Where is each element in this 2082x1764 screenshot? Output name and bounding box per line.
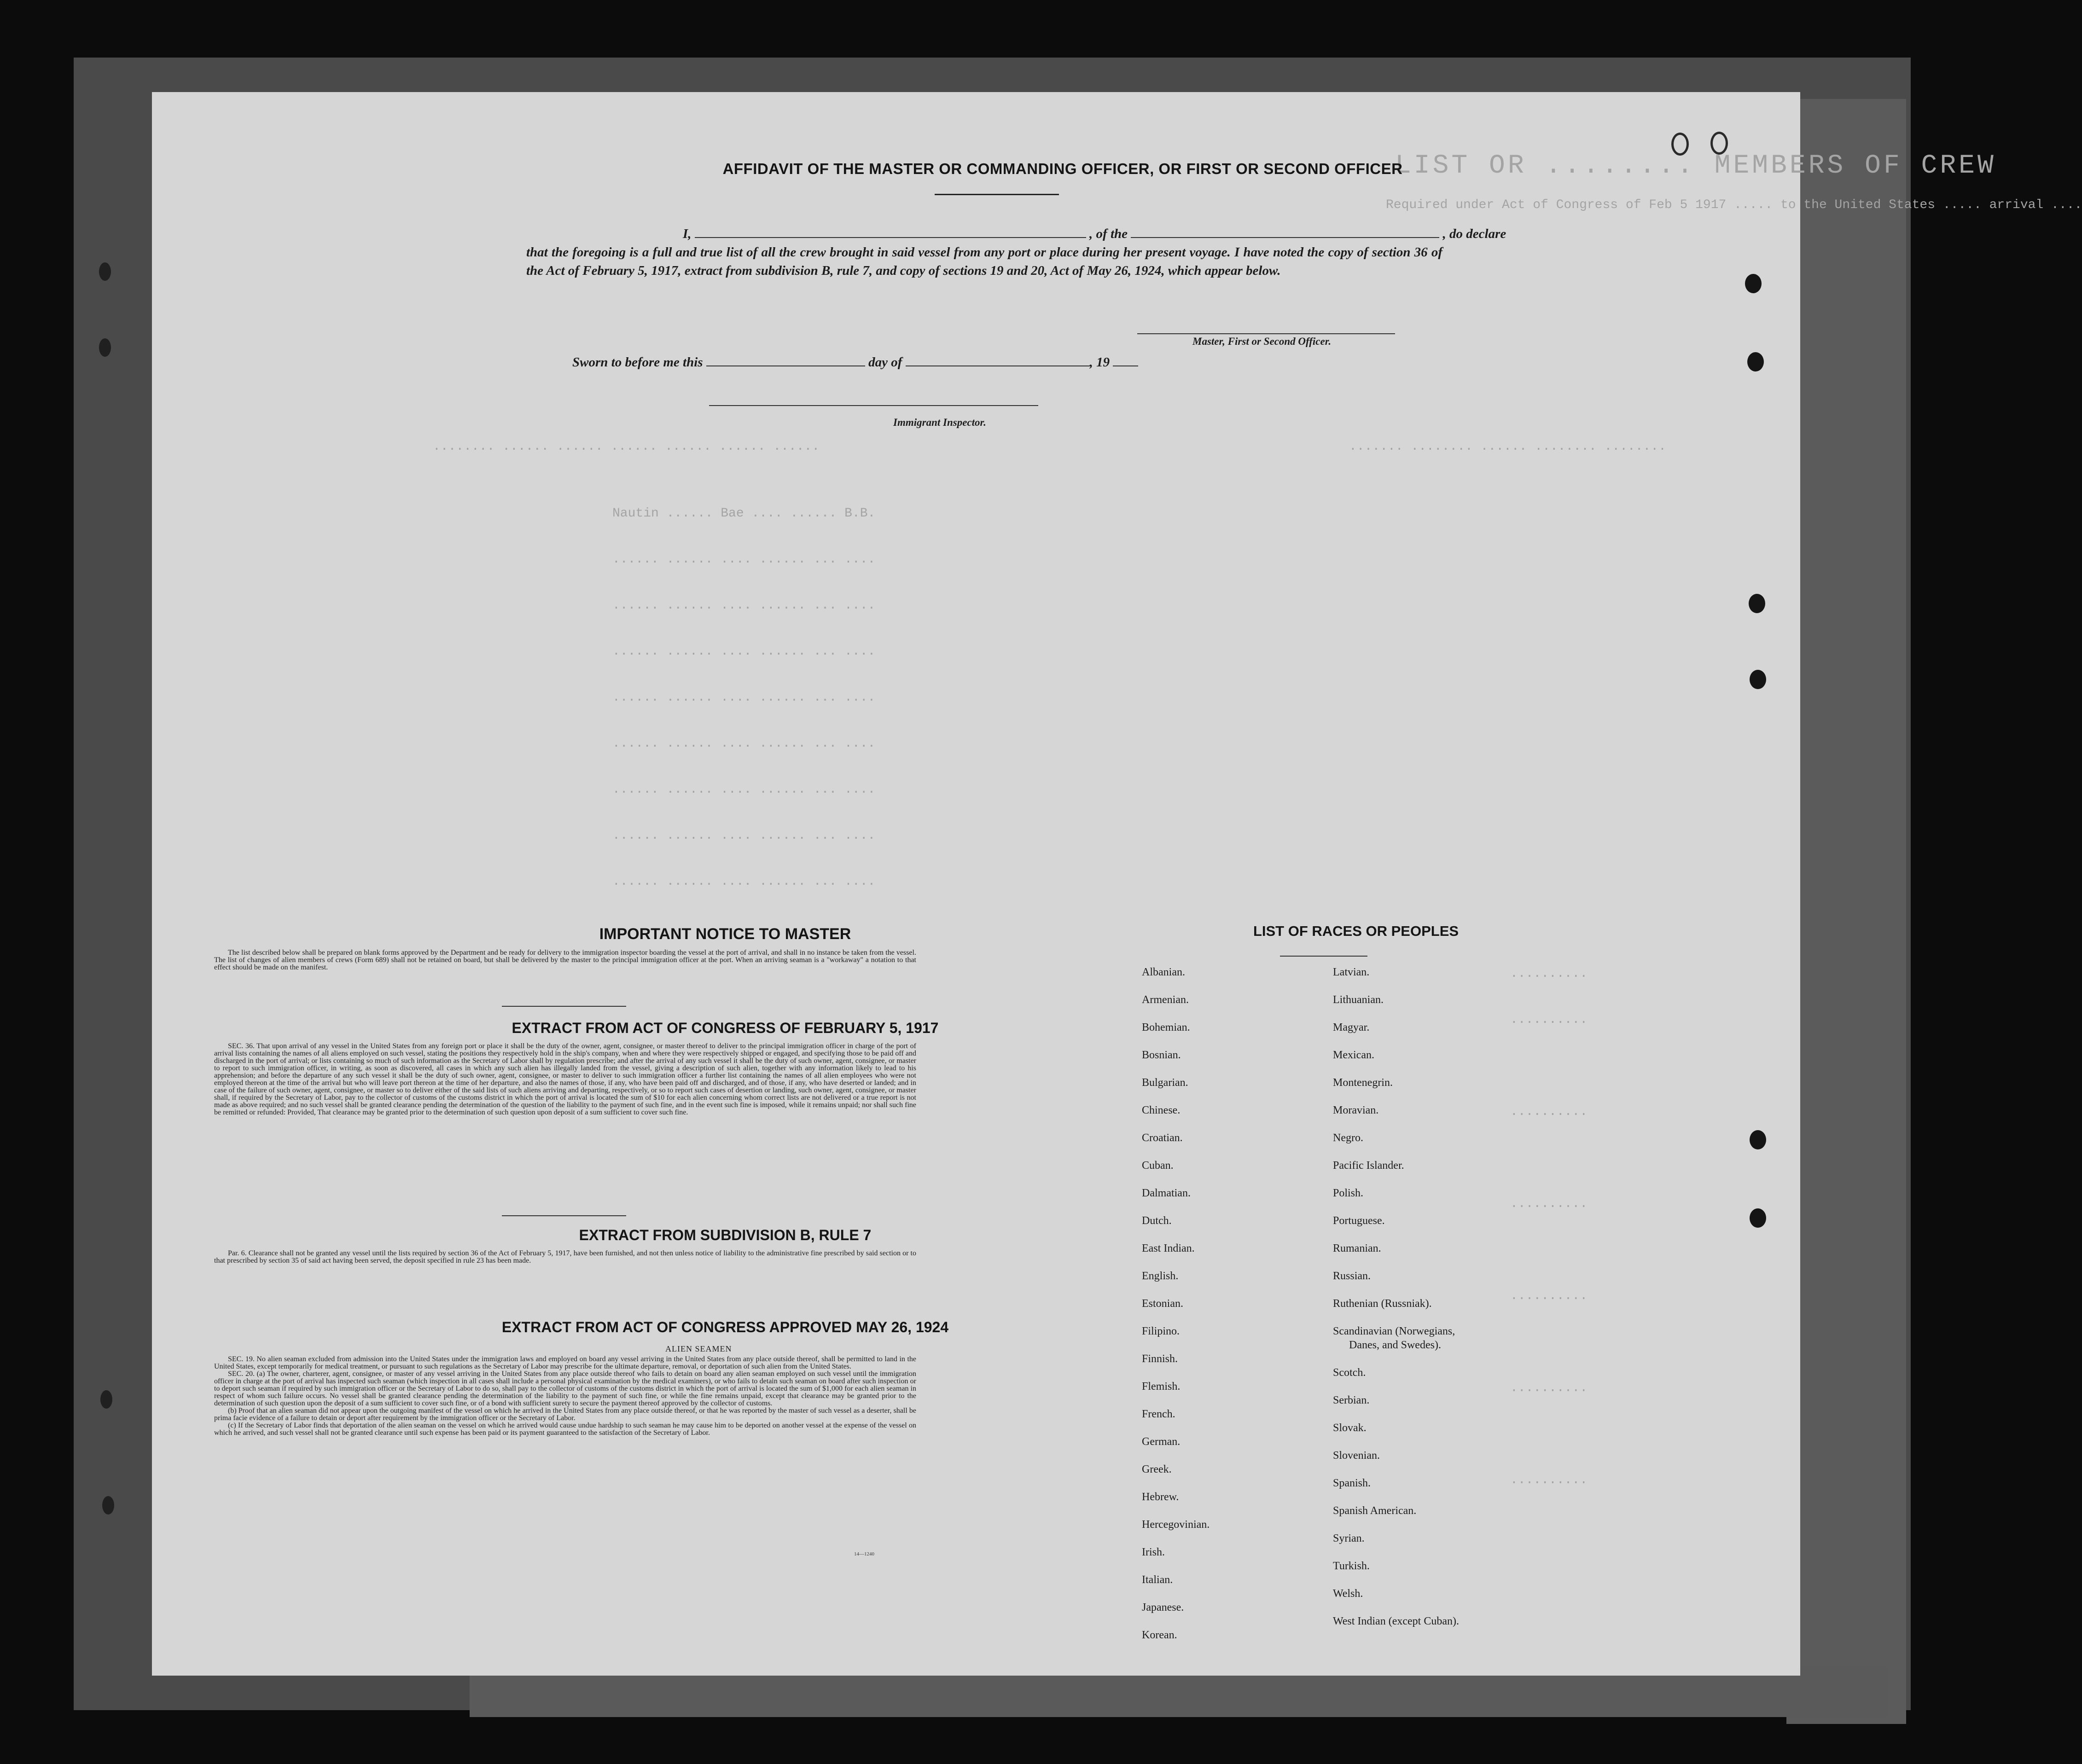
act-1924-text: SEC. 19. No alien seaman excluded from admission into the United States under the immigration laws and employed on board any vessel arriving in the United States from any place outside thereof, shall be permitted to land in the United States, except temporarily for medical treatment, or pursuant to such regulations as the Secretary of Labor may prescribe for the ultimate departure, removal, or deportation of such alien from the United States. SEC. 20. (a) The owner, charterer, agent, consignee, or master of any vessel arriving in the United States from any place outside thereof who fails to detain on board any alien seaman employed on such vessel until the immigration officer in charge at the port of arrival has inspected such seaman (which inspection in all cases shall include a personal physical examination by the medical examiners), or who fails to detain such seaman on board after such inspection or to deport such seaman if required by such immigration officer or the Secretary of Labor to do so, shall pay to the collector of customs of the customs district in which the port of arrival is located the sum of $1,000 for each alien seaman in respect of whom such failure occurs. No vessel shall be granted clearance pending the determination of the liability to the payment of such fine, or while the fine remains unpaid, except that clearance may be granted prior to the determination of such question upon the deposit of a sum sufficient to cover such fine, or of a bond with sufficient surety to secure the payment thereof approved by the collector of customs. (b) Proof that an alien seaman did not appear upon the outgoing manifest of the vessel on which he arrived in the United States from any place outside thereof, or that he was reported by the master of such vessel as a deserter, shall be prima facie evidence of a failure to detain or deport after requirement by the immigration officer or the Secretary of Labor. (c) If the Secretary of Labor finds that deportation of the alien seaman on the vessel on which he arrived would cause undue hardship to such seaman he may cause him to be deported on another vessel at the expense of the vessel on which he arrived, and such vessel shall not be granted clearance until such expense has been paid or its payment guaranteed to the satisfaction of the Secretary of Labor. [214,1355,916,1437]
sworn-month-blank[interactable] [906,354,1090,366]
punch-hole [1747,352,1764,371]
title-rule [935,194,1059,195]
race-item: Russian. [1333,1270,1371,1282]
races-rule [1280,956,1367,957]
inspector-caption: Immigrant Inspector. [893,417,986,428]
affidavit-declare: , do declare [1442,226,1506,241]
bleed-through-text: LIST OR ........ MEMBERS OF CREW [1395,151,1996,181]
act-1924-title: EXTRACT FROM ACT OF CONGRESS APPROVED MAY 26, 1924 [501,1319,949,1335]
affidavit-body [526,225,1506,280]
signature-line[interactable] [1137,333,1395,334]
race-item: Cuban. [1142,1160,1174,1172]
binder-hole [102,1496,114,1514]
race-item: Scandinavian (Norwegians, [1333,1325,1455,1337]
notice-text: The list described below shall be prepared on blank forms approved by the Department and be ready for delivery to the immigration inspector boarding the vessel at the port of arrival, and shall in no instance be taken from the vessel. The list of changes of alien members of crews (Form 689) shall not be retained on board, but shall be delivered by the master to the principal immigration officer at the port. When an arriving seaman is a "workaway" a notation to that effect should be made on the manifest. [214,949,916,971]
race-item: Spanish. [1333,1477,1371,1489]
race-item: Ruthenian (Russniak). [1333,1298,1432,1310]
race-item: Japanese. [1142,1602,1184,1613]
binder-hole [99,262,111,281]
race-item: Montenegrin. [1333,1077,1393,1089]
rule7-title: EXTRACT FROM SUBDIVISION B, RULE 7 [579,1227,872,1243]
punch-hole [1749,594,1765,613]
race-item: Scotch. [1333,1367,1366,1379]
race-item: Italian. [1142,1574,1173,1586]
signature-caption: Master, First or Second Officer. [1192,336,1332,347]
race-item: Pacific Islander. [1333,1160,1404,1172]
race-item: Moravian. [1333,1104,1379,1116]
sworn-mid: day of [868,355,902,370]
race-item: Slovenian. [1333,1450,1380,1462]
punch-hole [1745,274,1762,293]
race-item: Slovak. [1333,1422,1367,1434]
races-title: LIST OF RACES OR PEOPLES [1253,923,1459,939]
race-item: English. [1142,1270,1179,1282]
race-item: Negro. [1333,1132,1363,1144]
binder-hole [100,1390,112,1409]
race-item: Hercegovinian. [1142,1519,1210,1531]
race-item: West Indian (except Cuban). [1333,1615,1459,1627]
race-item: Estonian. [1142,1298,1183,1310]
race-item: German. [1142,1436,1181,1448]
punch-hole [1750,670,1766,689]
race-item: Danes, and Swedes). [1349,1339,1441,1351]
race-item: Turkish. [1333,1560,1370,1572]
race-item: Armenian. [1142,994,1189,1006]
race-item: Irish. [1142,1546,1165,1558]
race-item: Bulgarian. [1142,1077,1188,1089]
section-rule [502,1215,626,1216]
race-item: Welsh. [1333,1588,1363,1600]
race-item: Flemish. [1142,1381,1181,1393]
vessel-blank[interactable] [1131,226,1439,238]
affidavit-text: that the foregoing is a full and true list of all the crew brought in said vessel from any port or place during her present voyage. I have noted the copy of section 36 of the Act of February 5, 1917, extract from subdivision B, rule 7, and copy of sections 19 and 20, Act of May 26, 1924, which appear below. [526,245,1442,278]
race-item: Finnish. [1142,1353,1178,1365]
sworn-year-blank[interactable] [1113,354,1138,366]
act-1917-title: EXTRACT FROM ACT OF CONGRESS OF FEBRUARY 5, 1917 [512,1020,939,1036]
act-1924-subtitle: ALIEN SEAMEN [665,1344,732,1353]
race-item: French. [1142,1408,1175,1420]
sworn-line [572,354,1138,370]
act-1917-text: SEC. 36. That upon arrival of any vessel in the United States from any foreign port or place it shall be the duty of the owner, agent, consignee, or master thereof to deliver to the principal immigration officer in charge of the port of arrival lists containing the names of all aliens employed on such vessel, stating the positions they respectively hold in the ship's company, when and where they were respectively shipped or engaged, and specifying those to be paid off and discharged in the port of arrival; or lists containing so much of such information as the Secretary of Labor shall by regulation prescribe; and after the arrival of any such vessel it shall be the duty of such owner, agent, consignee, or master to report to such immigration officer, in writing, as soon as discovered, all cases in which any such alien has illegally landed from the vessel, giving a description of such alien, together with any information likely to lead to his apprehension; and before the departure of any such vessel it shall be the duty of such owner, agent, consignee, or master to deliver to such immigration officer a further list containing the names of all alien employees who were not employed thereon at the time of the arrival but who will leave port thereon at the time of her departure, and also the names of those, if any, who have been paid off and discharged, and of those, if any, who have deserted or landed; and in case of the failure of such owner, agent, consignee, or master so to deliver either of the said lists of such aliens arriving and departing, respectively, or so to report such cases of desertion or landing, such owner, agent, consignee, or master shall, if required by the Secretary of Labor, pay to the collector of customs of the customs district in which the port of arrival is located the sum of $10 for each alien concerning whom correct lists are not delivered or a true report is not made as above required; and no such vessel shall be granted clearance pending the determination of the question of the liability to the payment of such fine, and in the event such fine is imposed, while it remains unpaid; nor shall such fine be remitted or refunded: Provided, That clearance may be granted prior to the determination of such question upon deposit of a sum sufficient to cover such fine. [214,1042,916,1116]
race-item: Dutch. [1142,1215,1172,1227]
race-item: Mexican. [1333,1049,1374,1061]
punch-hole [1750,1130,1766,1149]
race-item: Dalmatian. [1142,1187,1191,1199]
race-item: Latvian. [1333,966,1370,978]
back-sheet-edge [1786,99,1906,1724]
sworn-day-blank[interactable] [706,354,865,366]
race-item: Croatian. [1142,1132,1183,1144]
race-item: Bohemian. [1142,1021,1190,1033]
sworn-year: , 19 [1089,355,1110,370]
race-item: Spanish American. [1333,1505,1417,1517]
notice-title: IMPORTANT NOTICE TO MASTER [599,925,851,943]
form-page: LIST OR ........ MEMBERS OF CREW Required under Act of Congress of Feb 5 1917 ..... to the United States ..... arrival .... ........ ...... ...... ...... ...... ...... ...... ....... ........ ...... ........ ........ Nautin ...... Bae .... ...... B.B. ...... ...... .... ...... ... .... ...... ...... .... ...... ... .... ...... ...... .... ...... ... .... ...... ...... .... ...... ... .... ...... ...... .... ...... ... .... ...... ...... .... ...... ... .... ...... ...... .... ...... ... .... ...... ...... .... ...... ... .... .......... .......... .......... .......... .......... .......... .......... AFFIDAVIT OF THE MASTER OR COMMANDING OFFICER, OR FIRST OR SECOND OFFICER I, , of the , do declare that the foregoing is a full and true list of all the crew brought in said vessel from any port or place during her present voyage. I have noted the copy of section 36 of the Act of February 5, 1917, extract from subdivision B, rule 7, and copy of sections 19 and 20, Act of May 26, 1924, which appear below. Master, First or Second Officer. Sworn to before me this day of , 19 Immigrant Inspector. IMPORTANT NOTICE TO MASTER The list described below shall be prepared on blank forms approved by the Department and be ready for delivery to the immigration inspector boarding the vessel at the port of arrival, and shall in no instance be taken from the vessel. The list of changes of alien members of crews (Form 689) shall not be retained on board, but shall be delivered by the master to the principal immigration officer at the port. When an arriving seaman is a "workaway" a notation to that effect should be made on the manifest. EXTRACT FROM ACT OF CONGRESS OF FEBRUARY 5, 1917 SEC. 36. That upon arrival of any vessel in the United States from any foreign port or place it shall be the duty of the owner, agent, consignee, or master thereof to deliver to the principal immigration officer in charge of the port of arrival lists containing the names of all aliens employed on such vessel, stating the positions they respectively hold in the ship's company, when and where they were respectively shipped or engaged, and specifying those to be paid off and discharged in the port of arrival; or lists containing so much of such information as the Secretary of Labor shall by regulation prescribe; and after the arrival of any such vessel it shall be the duty of such owner, agent, consignee, or master to report to such immigration officer, in writing, as soon as discovered, all cases in which any such alien has illegally landed from the vessel, giving a description of such alien, together with any information likely to lead to his apprehension; and before the departure of any such vessel it shall be the duty of such owner, agent, consignee, or master to deliver to such immigration officer a further list containing the names of all alien employees who were not employed thereon at the time of the arrival but who will leave port thereon at the time of her departure, and also the names of those, if any, who have been paid off and discharged, and of those, if any, who have deserted or landed; and in case of the failure of such owner, agent, consignee, or master so to deliver either of the said lists of such aliens arriving and departing, respectively, or so to report such cases of desertion or landing, such owner, agent, consignee, or master shall, if required by the Secretary of Labor, pay to the collector of customs of the customs district in which the port of arrival is located the sum of $10 for each alien concerning whom correct lists are not delivered or a true report is not made as above required; and no such vessel shall be granted clearance pending the determination of the question of the liability to the payment of such fine, and in the event such fine is imposed, while it remains unpaid; nor shall such fine be remitted or refunded: Provided, That clearance may be granted prior to the determination of such question upon deposit of a sum sufficient to cover such fine. EXTRACT FROM SUBDIVISION B, RULE 7 Par. 6. Clearance shall not be granted any vessel until the lists required by section 36 of the Act of February 5, 1917, have been furnished, and not then unless notice of liability to the administrative fine prescribed by said section or to that prescribed by section 35 of said act having been served, the deposit specified in rule 23 has been made. EXTRACT FROM ACT OF CONGRESS APPROVED MAY 26, 1924 ALIEN SEAMEN SEC. 19. No alien seaman excluded from admission into the United States under the immigration laws and employed on board any vessel arriving in the United States from any place outside thereof, shall be permitted to land in the United States, except temporarily for medical treatment, or pursuant to such regulations as the Secretary of Labor may prescribe for the ultimate departure, removal, or deportation of such alien from the United States. SEC. 20. (a) The owner, charterer, agent, consignee, or master of any vessel arriving in the United States from any place outside thereof who fails to detain on board any alien seaman employed on such vessel until the immigration officer in charge at the port of arrival has inspected such seaman (which inspection in all cases shall include a personal physical examination by the medical examiners), or who fails to detain such seaman on board after such inspection or to deport such seaman if required by such immigration officer or the Secretary of Labor to do so, shall pay to the collector of customs of the customs district in which the port of arrival is located the sum of $1,000 for each alien seaman in respect of whom such failure occurs. No vessel shall be granted clearance pending the determination of the liability to the payment of such fine, or while the fine remains unpaid, except that clearance may be granted prior to the determination of such question upon the deposit of a sum sufficient to cover such fine, or of a bond with sufficient surety to secure the payment thereof approved by the collector of customs. (b) Proof that an alien seaman did not appear upon the outgoing manifest of the vessel on which he arrived in the United States from any place outside thereof, or that he was reported by the master of such vessel as a deserter, shall be prima facie evidence of a failure to detain or deport after requirement by the immigration officer or the Secretary of Labor. (c) If the Secretary of Labor finds that deportation of the alien seaman on the vessel on which he arrived would cause undue hardship to such seaman he may cause him to be deported on another vessel at the expense of the vessel on which he arrived, and such vessel shall not be granted clearance until such expense has been paid or its payment guaranteed to the satisfaction of the Secretary of Labor. 14—1240 LIST OF RACES OR PEOPLES Albanian. Armenian. Bohemian. Bosnian. Bulgarian. Chinese. Croatian. Cuban. Dalmatian. Dutch. East Indian. English. Estonian. Filipino. Finnish. Flemish. French. German. Greek. Hebrew. Hercegovinian. Irish. Italian. Japanese. Korean. Latvian. Lithuanian. Magyar. Mexican. Montenegrin. Moravian. Negro. Pacific Islander. Polish. Portuguese. Rumanian. Russian. Ruthenian (Russniak). Scandinavian (Norwegians, Danes, and Swedes). Scotch. Serbian. Slovak. Slovenian. Spanish. Spanish American. Syrian. Turkish. Welsh. West Indian (except Cuban). [152,92,1800,1676]
race-item: Albanian. [1142,966,1185,978]
form-number: 14—1240 [854,1551,874,1557]
rule7-text: Par. 6. Clearance shall not be granted any vessel until the lists required by section 36 of the Act of February 5, 1917, have been furnished, and not then unless notice of liability to the administrative fine prescribed by said section or to that prescribed by section 35 of said act having been served, the deposit specified in rule 23 has been made. [214,1249,916,1265]
inspector-signature-line[interactable] [709,405,1038,406]
race-item: Rumanian. [1333,1242,1381,1254]
race-item: Greek. [1142,1463,1172,1475]
affidavit-i: I, [683,226,692,241]
affidavit-title: AFFIDAVIT OF THE MASTER OR COMMANDING OFFICER, OR FIRST OR SECOND OFFICER [722,160,1403,177]
punch-ring [1671,133,1689,156]
race-item: Hebrew. [1142,1491,1179,1503]
race-item: Polish. [1333,1187,1364,1199]
punch-hole [1750,1208,1766,1228]
section-rule [502,1006,626,1007]
race-item: East Indian. [1142,1242,1195,1254]
race-item: Bosnian. [1142,1049,1181,1061]
race-item: Syrian. [1333,1532,1365,1544]
punch-ring [1710,132,1728,155]
race-item: Korean. [1142,1629,1177,1641]
race-item: Filipino. [1142,1325,1180,1337]
race-item: Magyar. [1333,1021,1370,1033]
race-item: Portuguese. [1333,1215,1385,1227]
name-blank[interactable] [695,226,1086,238]
race-item: Chinese. [1142,1104,1181,1116]
sworn-start: Sworn to before me this [572,355,703,370]
race-item: Lithuanian. [1333,994,1384,1006]
race-item: Serbian. [1333,1394,1370,1406]
affidavit-of-the: , of the [1089,226,1128,241]
binder-hole [99,338,111,357]
